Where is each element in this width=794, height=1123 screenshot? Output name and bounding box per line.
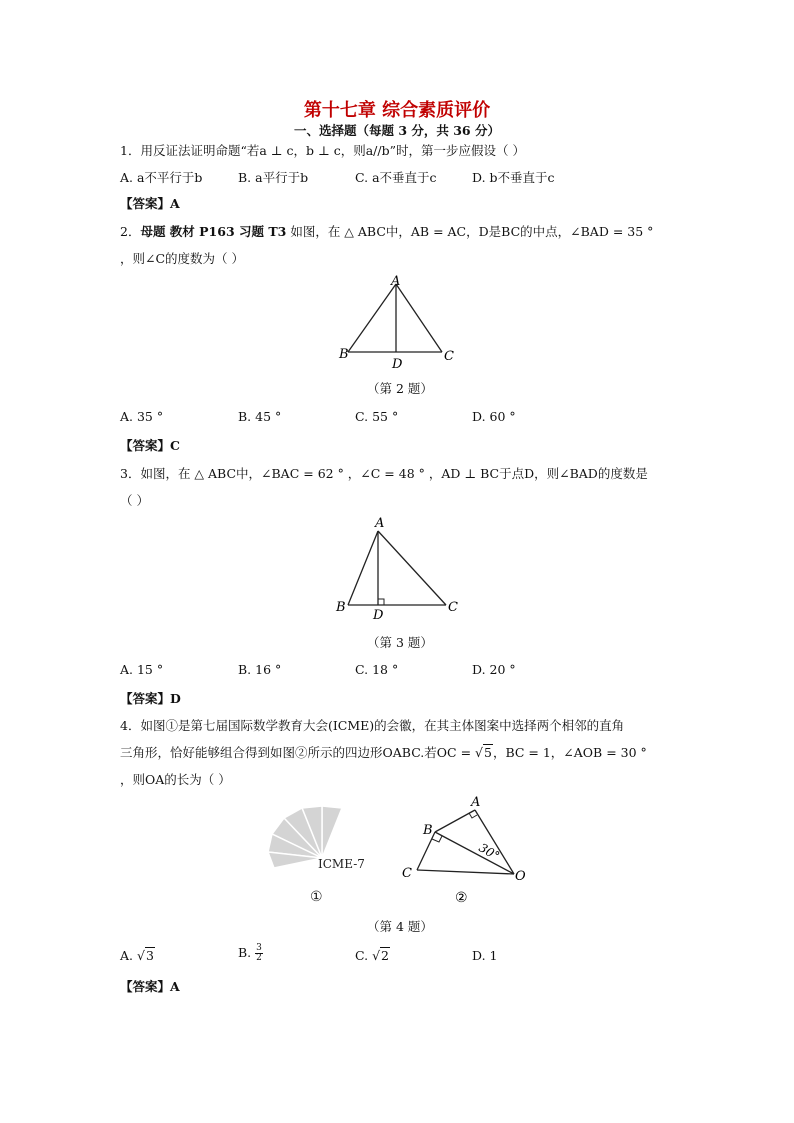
icme-logo-text: ICME-7: [318, 857, 365, 871]
q4-label-c: C: [402, 866, 412, 881]
q2-caption: （第 2 题）: [367, 381, 433, 396]
q4-answer: 【答案】A: [120, 979, 180, 994]
q3-label-c: C: [448, 600, 458, 615]
q2-option-b: B. 45 °: [238, 409, 282, 424]
q1-option-a: A. a不平行于b: [120, 170, 203, 185]
q4-stem-line2-suffix: ，BC = 1，∠AOB = 30 °: [492, 745, 647, 760]
q4-quadrilateral-figure: [395, 792, 535, 910]
q2-source-tag: 母题 教材 P163 习题 T3: [140, 224, 287, 239]
q2-label-a: A: [391, 274, 401, 289]
q4-angle-label: 30°: [476, 840, 502, 864]
q4-label-b: B: [423, 823, 433, 838]
q2-option-d: D. 60 °: [472, 409, 516, 424]
q3-stem-line2: （ ）: [120, 493, 149, 508]
q3-triangle-figure: [330, 513, 470, 623]
q2-number: 2．: [120, 224, 141, 239]
q4-stem-line1: 4．如图①是第七届国际数学教育大会(ICME)的会徽，在其主体图案中选择两个相邻的直角: [120, 718, 625, 733]
q2-label-d: D: [392, 357, 403, 372]
q2-option-c: C. 55 °: [355, 409, 399, 424]
q4-icme-logo-figure: [262, 800, 382, 910]
q3-label-b: B: [336, 600, 346, 615]
page-title: 第十七章 综合素质评价: [303, 100, 491, 121]
q2-answer: 【答案】C: [120, 438, 180, 453]
q2-stem-text: 如图，在 △ ABC中，AB = AC，D是BC的中点，∠BAD = 35 °: [286, 224, 654, 239]
q2-stem-line2: ，则∠C的度数为（ ）: [120, 251, 245, 266]
q4-stem-line2: [120, 743, 647, 761]
q4-sqrt5: √5: [475, 745, 492, 760]
q4-caption: （第 4 题）: [367, 919, 433, 934]
q3-stem: 3．如图，在 △ ABC中，∠BAC = 62 ° ，∠C = 48 ° ，AD ⊥ BC于点D，则∠BAD的度数是: [120, 466, 648, 481]
q3-option-c: C. 18 °: [355, 662, 399, 677]
q4-label-o: O: [515, 869, 526, 884]
q4-option-b: B. $\frac{3}{2}$: [238, 943, 262, 963]
figure-2-label: ②: [455, 890, 468, 906]
q2-label-b: B: [339, 347, 349, 362]
q3-label-a: A: [375, 516, 385, 531]
q3-option-a: A. 15 °: [120, 662, 164, 677]
q1-option-d: D. b不垂直于c: [472, 170, 555, 185]
q3-answer: 【答案】D: [120, 691, 181, 706]
figure-1-label: ①: [310, 889, 323, 905]
q2-stem: [120, 222, 653, 240]
q1-stem: 1．用反证法证明命题“若a ⊥ c，b ⊥ c，则a//b”时，第一步应假设（ ）: [120, 143, 525, 158]
q4-option-a: A. √3: [120, 948, 154, 963]
q4-option-d: D. 1: [472, 948, 498, 963]
section-heading: 一、选择题（每题 3 分，共 36 分）: [293, 123, 500, 138]
q4-stem-line3: ，则OA的长为（ ）: [120, 772, 231, 787]
q4-stem-line2-prefix: 三角形，恰好能够组合得到如图②所示的四边形OABC.若OC =: [120, 745, 476, 760]
q1-option-c: C. a不垂直于c: [355, 170, 437, 185]
q2-label-c: C: [444, 349, 454, 364]
q3-option-b: B. 16 °: [238, 662, 282, 677]
q1-answer: 【答案】A: [120, 196, 180, 211]
q4-label-a: A: [471, 795, 481, 810]
q3-label-d: D: [373, 608, 384, 623]
q2-triangle-figure: [330, 272, 470, 372]
q3-caption: （第 3 题）: [367, 635, 433, 650]
q2-option-a: A. 35 °: [120, 409, 164, 424]
q1-option-b: B. a平行于b: [238, 170, 309, 185]
q3-option-d: D. 20 °: [472, 662, 516, 677]
q4-option-c: C. √2: [355, 948, 389, 963]
